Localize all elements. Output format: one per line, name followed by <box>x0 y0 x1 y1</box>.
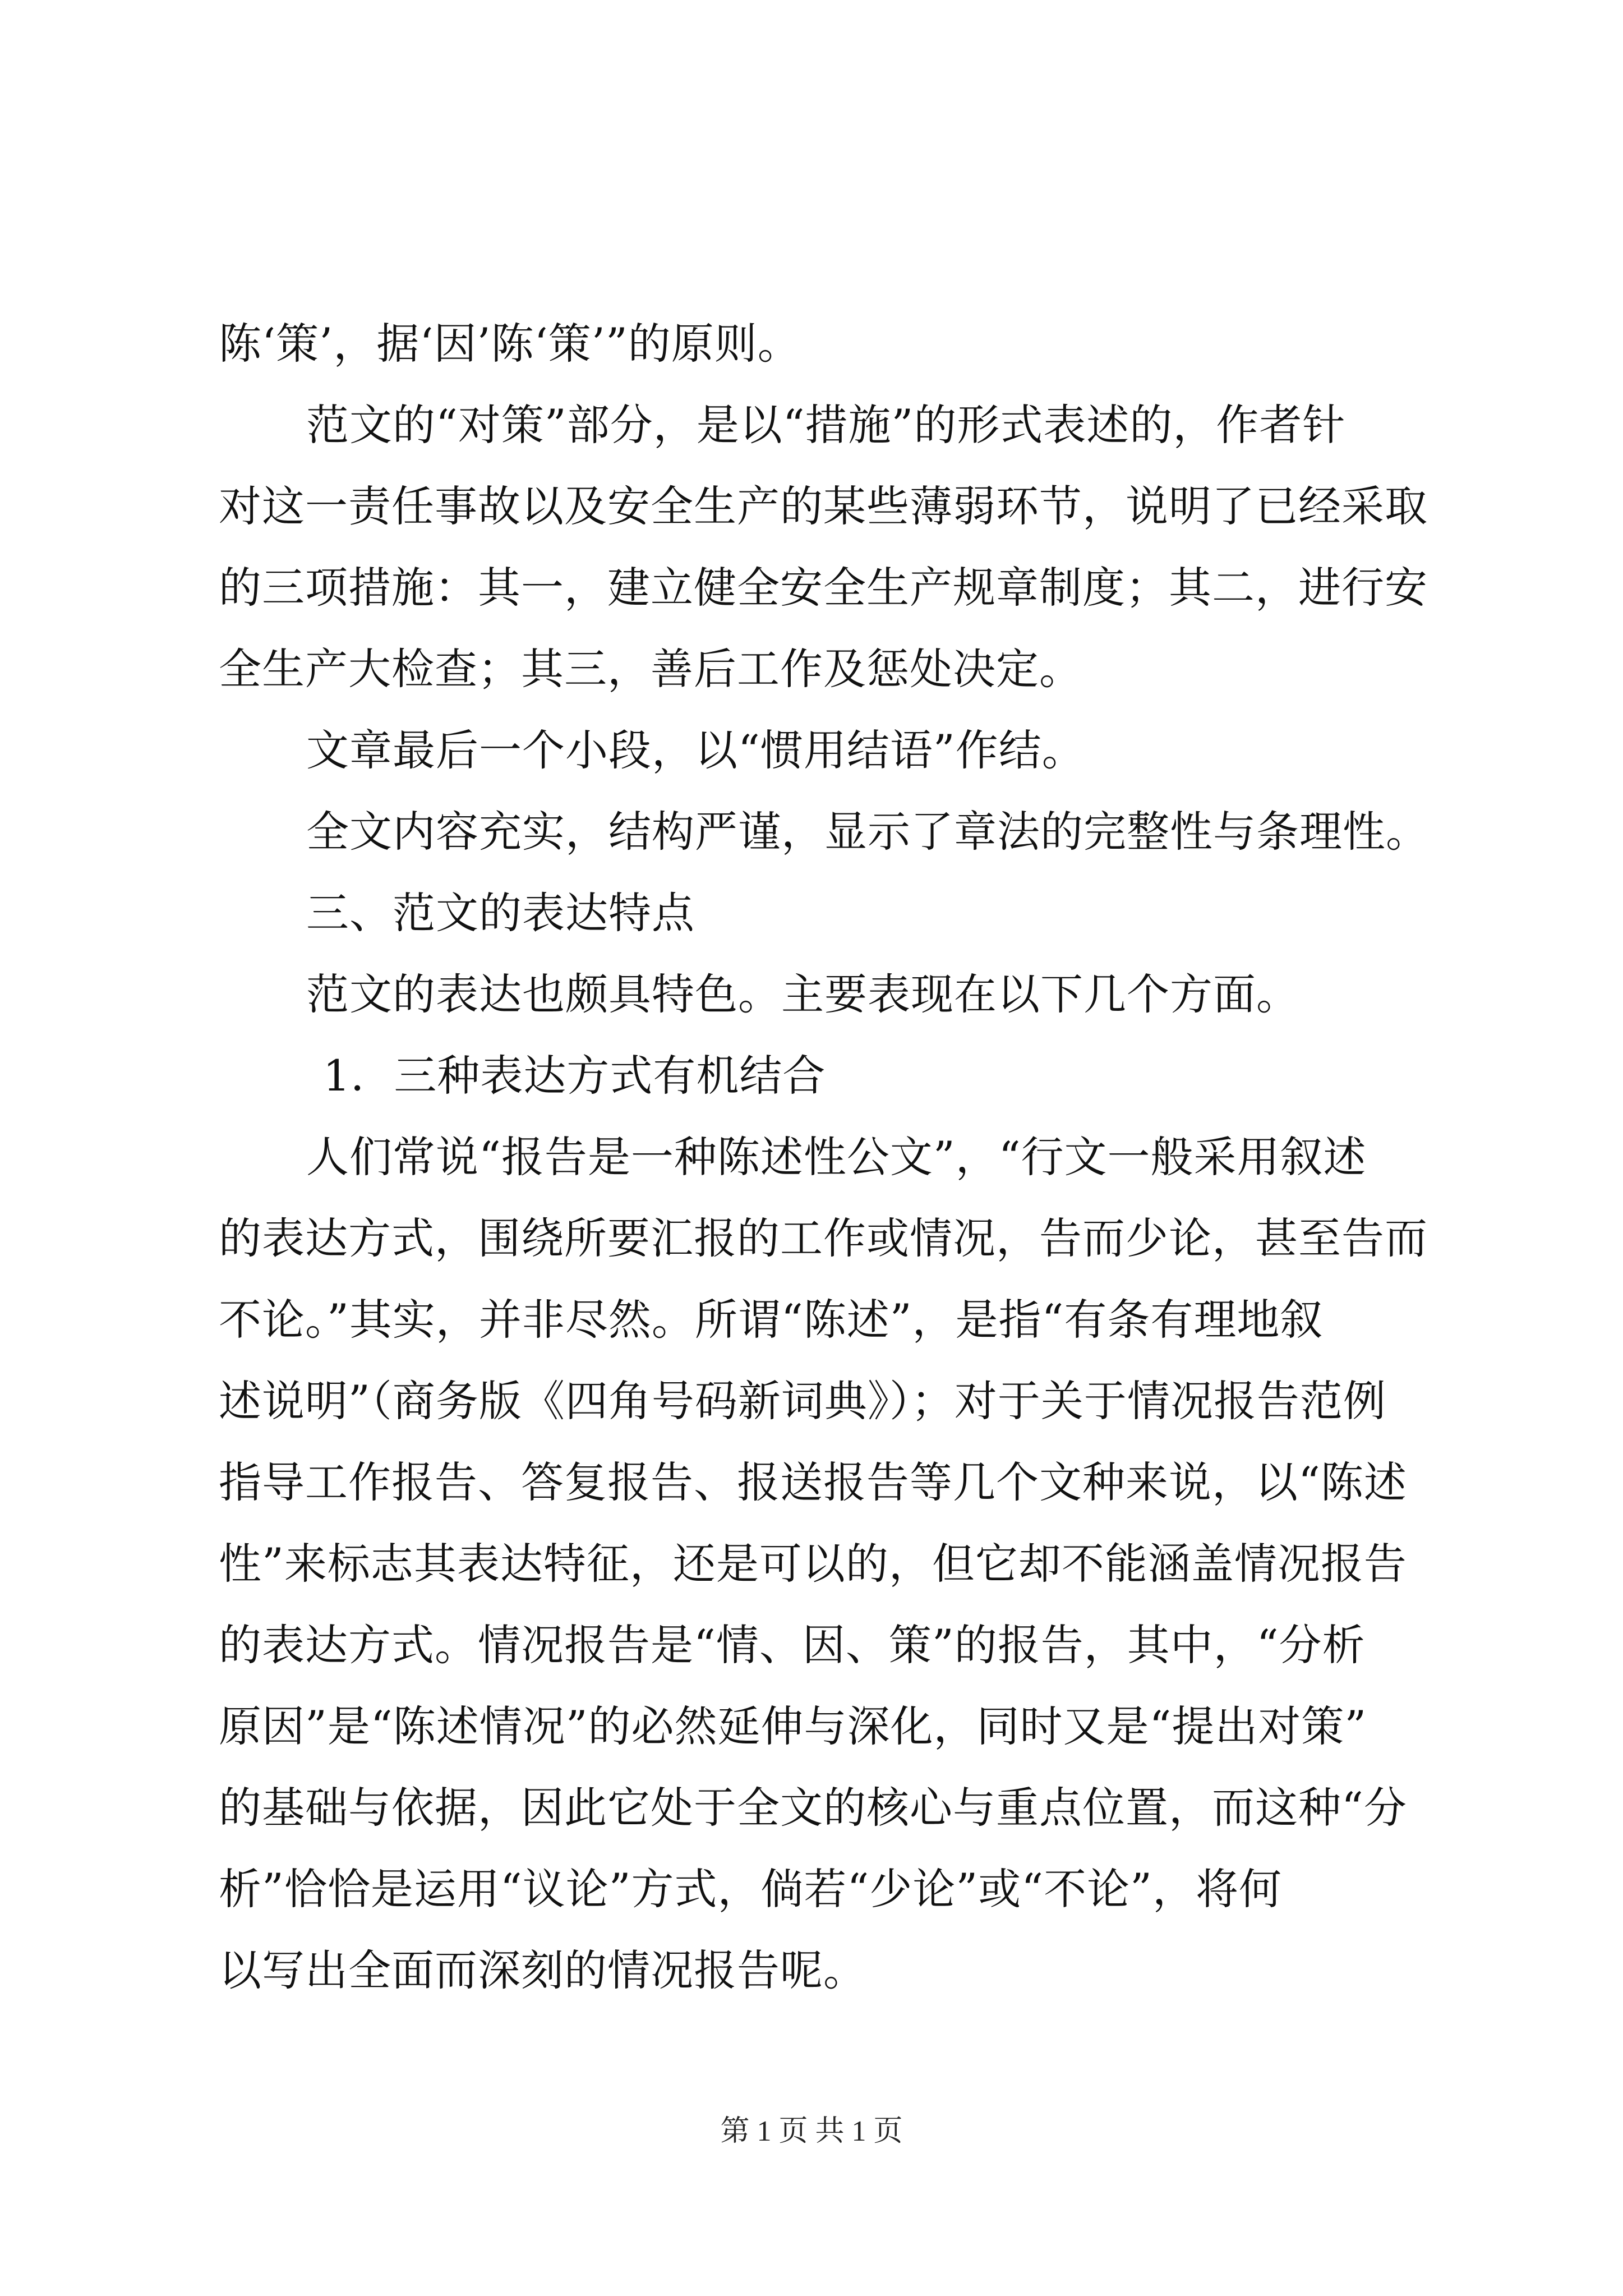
section-heading: 三、范文的表达特点 <box>306 888 695 938</box>
text-line-17: 的表达方式。情况报告是“情、因、策”的报告，其中，“分析 <box>219 1620 1366 1670</box>
document-body <box>219 303 1453 2011</box>
text-line-1: 陈‘策’，据‘因’陈‘策’”的原则。 <box>219 319 801 369</box>
text-line-18: 原因”是“陈述情况”的必然延伸与深化，同时又是“提出对策” <box>219 1701 1367 1751</box>
text-line-7: 全文内容充实，结构严谨，显示了章法的完整性与条理性。 <box>306 807 1429 857</box>
text-line-19: 的基础与依据，因此它处于全文的核心与重点位置，而这种“分 <box>219 1783 1407 1833</box>
text-line-14: 述说明”（商务版《四角号码新词典》）；对于关于情况报告范例 <box>219 1376 1386 1426</box>
text-line-4: 的三项措施：其一，建立健全安全生产规章制度；其二，进行安 <box>219 563 1428 613</box>
text-line-3: 对这一责任事故以及安全生产的某些薄弱环节，说明了已经采取 <box>219 481 1428 531</box>
list-heading: 1．三种表达方式有机结合 <box>323 1051 826 1101</box>
text-line-12: 的表达方式，围绕所要汇报的工作或情况，告而少论，甚至告而 <box>219 1213 1428 1263</box>
text-line-2: 范文的“对策”部分，是以“措施”的形式表述的，作者针 <box>306 400 1346 450</box>
text-line-5: 全生产大检查；其三，善后工作及惩处决定。 <box>219 644 1082 694</box>
text-line-16: 性”来标志其表达特征，还是可以的，但它却不能涵盖情况报告 <box>219 1539 1407 1589</box>
text-line-20: 析”恰恰是运用“议论”方式，倘若“少论”或“不论”，将何 <box>219 1864 1282 1914</box>
text-line-11: 人们常说“报告是一种陈述性公文”，“行文一般采用叙述 <box>306 1132 1367 1182</box>
page-footer: 第 1 页 共 1 页 <box>720 2115 903 2147</box>
text-line-15: 指导工作报告、答复报告、报送报告等几个文种来说，以“陈述 <box>219 1457 1407 1507</box>
text-line-13: 不论。”其实，并非尽然。所谓“陈述”，是指“有条有理地叙 <box>219 1295 1324 1345</box>
text-line-9: 范文的表达也颇具特色。主要表现在以下几个方面。 <box>306 969 1299 1019</box>
text-line-21: 以写出全面而深刻的情况报告呢。 <box>219 1945 866 1995</box>
text-line-6: 文章最后一个小段，以“惯用结语”作结。 <box>306 725 1085 775</box>
